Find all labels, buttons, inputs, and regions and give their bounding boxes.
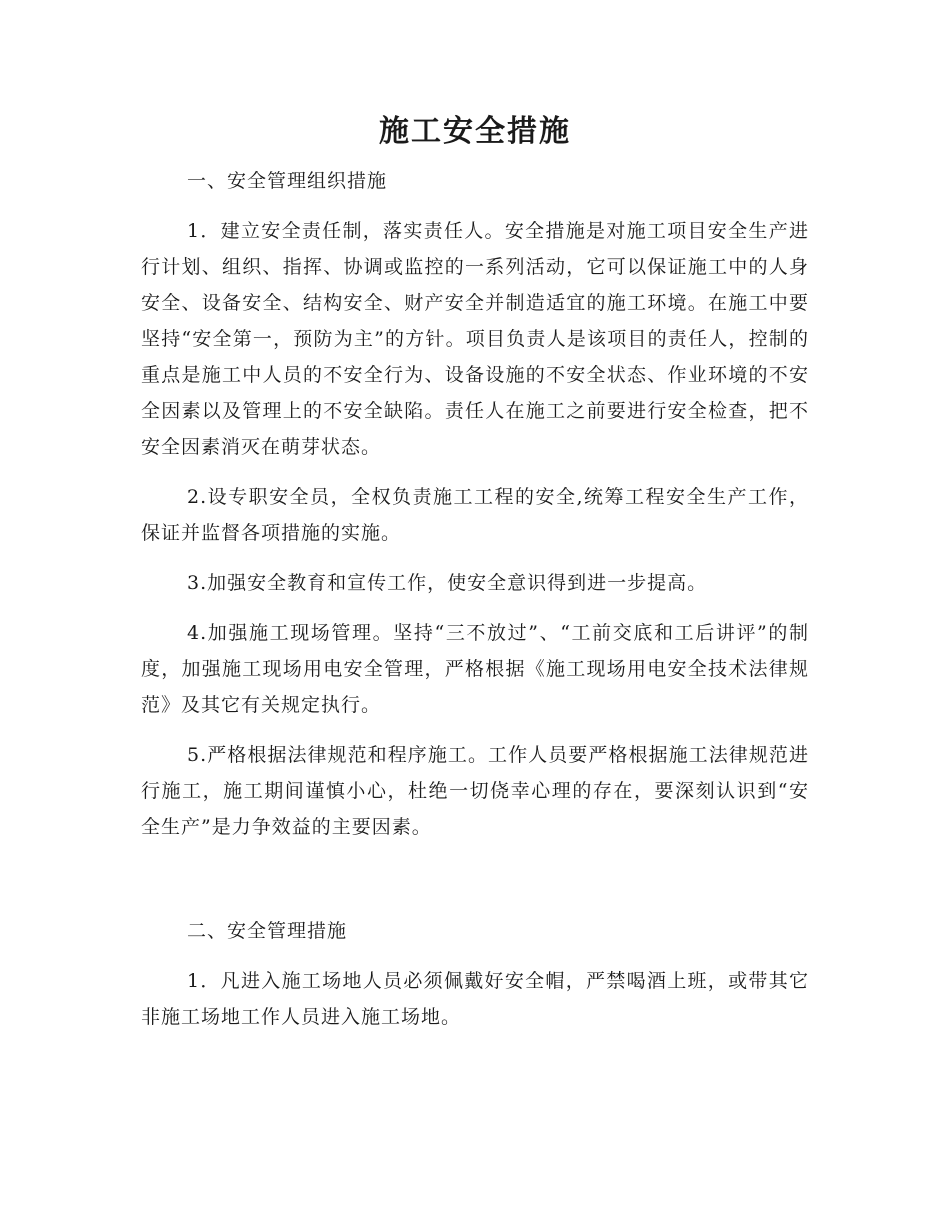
paragraph-1-4: 4.加强施工现场管理。坚持“三不放过”、“工前交底和工后讲评”的制度，加强施工现场用电安全管理，严格根据《施工现场用电安全技术法律规范》及其它有关规定执行。 (141, 622, 809, 716)
document-body (141, 163, 809, 1035)
document-title: 施工安全措施 (379, 114, 571, 149)
paragraph-1-5: 5.严格根据法律规范和程序施工。工作人员要严格根据施工法律规范进行施工，施工期间谨慎小心，杜绝一切侥幸心理的存在，要深刻认识到“安全生产”是力争效益的主要因素。 (141, 744, 809, 838)
paragraph-1-1: 1．建立安全责任制，落实责任人。安全措施是对施工项目安全生产进行计划、组织、指挥、协调或监控的一系列活动，它可以保证施工中的人身安全、设备安全、结构安全、财产安全并制造适宜的施工环境。在施工中要坚持“安全第一，预防为主”的方针。项目负责人是该项目的责任人，控制的重点是施工中人员的不安全行为、设备设施的不安全状态、作业环境的不安全因素以及管理上的不安全缺陷。责任人在施工之前要进行安全检查，把不安全因素消灭在萌芽状态。 (141, 220, 809, 458)
paragraph-1-3: 3.加强安全教育和宣传工作，使安全意识得到进一步提高。 (187, 572, 708, 594)
section-heading-1: 一、安全管理组织措施 (187, 170, 388, 192)
section-heading-2: 二、安全管理措施 (187, 920, 348, 942)
paragraph-2-1: 1．凡进入施工场地人员必须佩戴好安全帽，严禁喝酒上班，或带其它非施工场地工作人员进入施工场地。 (141, 970, 809, 1028)
paragraph-1-2: 2.设专职安全员，全权负责施工工程的安全,统筹工程安全生产工作，保证并监督各项措施的实施。 (141, 486, 809, 544)
